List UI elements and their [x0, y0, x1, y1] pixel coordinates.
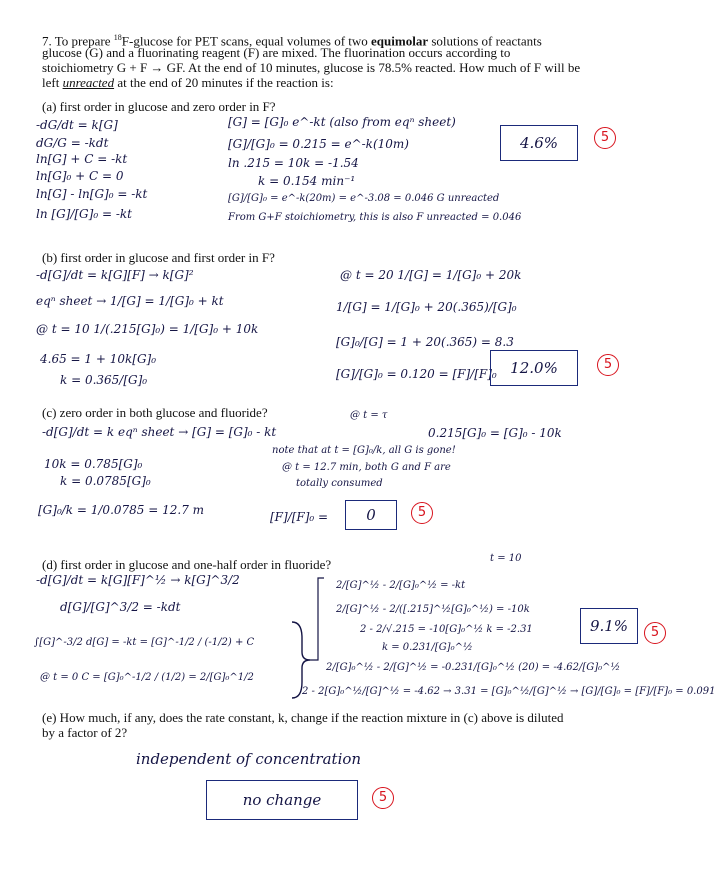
part-a-left-6: ln [G]/[G]₀ = -kt: [36, 207, 132, 221]
part-c-left-4: [G]₀/k = 1/0.0785 = 12.7 m: [38, 503, 205, 517]
part-c-right-3: note that at t = [G]₀/k, all G is gone!: [272, 445, 456, 456]
part-a-right-5: [G]/[G]₀ = e^-k(20m) = e^-3.08 = 0.046 G unreacted: [228, 193, 500, 204]
part-c-right-4: @ t = 12.7 min, both G and F are: [282, 462, 451, 473]
part-e-answer-box: [206, 780, 358, 820]
part-a-left-4: ln[G]₀ + C = 0: [36, 169, 124, 183]
part-b-right-1: @ t = 20 1/[G] = 1/[G]₀ + 20k: [340, 268, 522, 282]
part-d-score: 5: [644, 622, 666, 644]
part-c-question: (c) zero order in both glucose and fluoride?: [42, 405, 268, 420]
part-d-right-2: t = 10: [490, 553, 522, 564]
part-a-left-1: -dG/dt = k[G]: [36, 118, 118, 132]
part-e-answer: no change: [242, 791, 322, 809]
part-b-right-2: 1/[G] = 1/[G]₀ + 20(.365)/[G]₀: [336, 300, 517, 314]
problem-line-1: 7. To prepare $^{18}$F-glucose for PET scans, equal volumes of two equimolar solutions of reactants: [42, 33, 542, 49]
part-b-right-3: [G]₀/[G] = 1 + 20(.365) = 8.3: [336, 335, 514, 349]
part-d-left-3: ∫[G]^-3/2 d[G] = -kt = [G]^-1/2 / (-1/2) + C: [34, 637, 255, 648]
part-a-right-4: k = 0.154 min⁻¹: [258, 174, 356, 188]
problem-line-2: glucose (G) and a fluorinating reagent (F) are mixed. The fluorination occurs according to: [42, 45, 511, 60]
part-c-right-5: totally consumed: [296, 478, 383, 489]
part-b-left-2: eqⁿ sheet → 1/[G] = 1/[G]₀ + kt: [36, 294, 224, 308]
part-a-left-5: ln[G] - ln[G]₀ = -kt: [36, 187, 148, 201]
part-d-right-4: 2 - 2/√.215 = -10[G]₀^½ k = -2.31: [360, 624, 533, 635]
part-b-right-4: [G]/[G]₀ = 0.120 = [F]/[F]₀: [336, 367, 497, 381]
part-d-right-1: 2/[G]^½ - 2/[G]₀^½ = -kt: [336, 580, 466, 591]
part-d-answer-box: [580, 608, 638, 644]
part-a-question: (a) first order in glucose and zero order in F?: [42, 99, 276, 114]
part-a-score: 5: [594, 127, 616, 149]
part-a-right-6: From G+F stoichiometry, this is also F unreacted = 0.046: [228, 212, 522, 223]
part-d-left-1: -d[G]/dt = k[G][F]^½ → k[G]^3/2: [36, 573, 240, 587]
part-b-answer: 12.0%: [510, 359, 558, 377]
part-c-right-6: [F]/[F]₀ =: [270, 510, 329, 524]
part-b-left-5: k = 0.365/[G]₀: [60, 373, 148, 387]
part-c-left-1: -d[G]/dt = k eqⁿ sheet → [G] = [G]₀ - kt: [42, 425, 277, 439]
part-d-right-5: k = 0.231/[G]₀^½: [382, 642, 473, 653]
part-a-answer-box: [500, 125, 578, 161]
part-b-score: 5: [597, 354, 619, 376]
part-b-left-3: @ t = 10 1/(.215[G]₀) = 1/[G]₀ + 10k: [36, 322, 259, 336]
part-a-left-3: ln[G] + C = -kt: [36, 152, 128, 166]
part-c-answer-box: [345, 500, 397, 530]
part-e-question-line-1: (e) How much, if any, does the rate constant, k, change if the reaction mixture in (c) above is diluted: [42, 710, 564, 725]
part-c-score: 5: [411, 502, 433, 524]
problem-line-3: stoichiometry G + F → GF. At the end of 10 minutes, glucose is 78.5% reacted. How much of F will be: [42, 60, 581, 75]
part-c-answer: 0: [366, 506, 376, 524]
part-b-question: (b) first order in glucose and first order in F?: [42, 250, 275, 265]
part-b-left-1: -d[G]/dt = k[G][F] → k[G]²: [36, 268, 194, 282]
part-d-right-6: 2/[G]₀^½ - 2/[G]^½ = -0.231/[G]₀^½ (20) = -4.62/[G]₀^½: [326, 662, 621, 673]
problem-line-4: left unreacted at the end of 20 minutes if the reaction is:: [42, 75, 334, 90]
part-b-answer-box: [490, 350, 578, 386]
part-d-left-2: d[G]/[G]^3/2 = -kdt: [60, 600, 181, 614]
part-d-right-3: 2/[G]^½ - 2/([.215]^½[G]₀^½) = -10k: [336, 604, 530, 615]
part-e-question-line-2: by a factor of 2?: [42, 725, 128, 740]
part-c-left-3: k = 0.0785[G]₀: [60, 474, 151, 488]
part-a-right-1: [G] = [G]₀ e^-kt (also from eqⁿ sheet): [228, 115, 456, 129]
part-c-right-2: 0.215[G]₀ = [G]₀ - 10k: [428, 426, 562, 440]
part-d-question: (d) first order in glucose and one-half order in fluoride?: [42, 557, 332, 572]
part-d-right-7: 2 - 2[G]₀^½/[G]^½ = -4.62 → 3.31 = [G]₀^½/[G]^½ → [G]/[G]₀ = [F]/[F]₀ = 0.091: [302, 686, 715, 697]
part-a-right-2: [G]/[G]₀ = 0.215 = e^-k(10m): [228, 137, 409, 151]
part-a-right-3: ln .215 = 10k = -1.54: [228, 156, 359, 170]
part-a-left-2: dG/G = -kdt: [36, 136, 109, 150]
part-d-answer: 9.1%: [589, 617, 629, 635]
part-c-left-2: 10k = 0.785[G]₀: [44, 457, 143, 471]
part-d-left-4: @ t = 0 C = [G]₀^-1/2 / (1/2) = 2/[G]₀^1/2: [40, 672, 254, 683]
part-b-left-4: 4.65 = 1 + 10k[G]₀: [40, 352, 157, 366]
part-e-score: 5: [372, 787, 394, 809]
part-c-right-1: @ t = τ: [350, 410, 388, 421]
part-a-answer: 4.6%: [519, 134, 559, 152]
part-e-note: independent of concentration: [136, 750, 362, 768]
